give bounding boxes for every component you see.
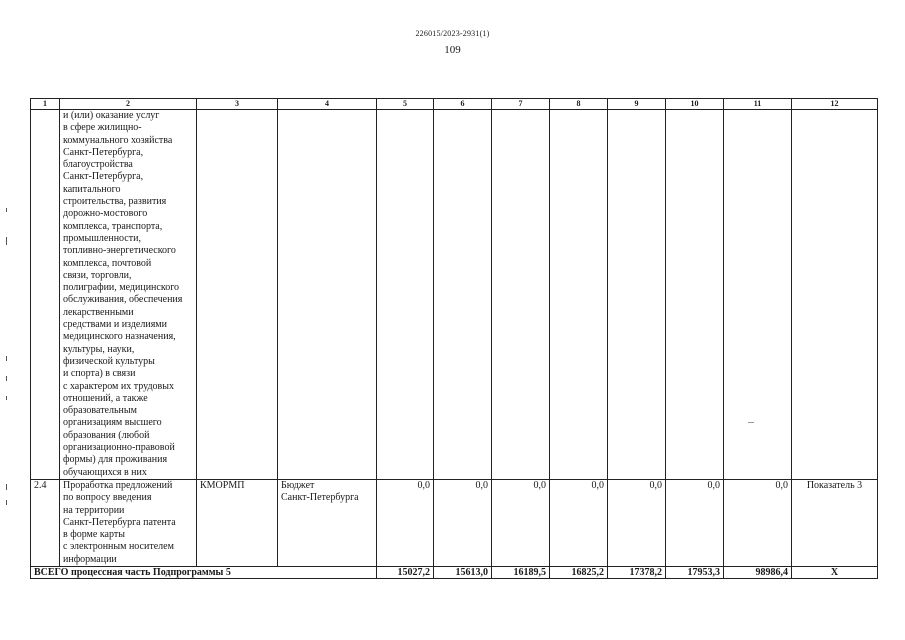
table-row [31, 480, 878, 567]
description-continuation: и (или) оказание услуг в сфере жилищно- коммунального хозяйства Санкт-Петербурга, благоустройства Санкт-Петербурга, капитального строительства, развития дорожно-мостового комплекса, транспорта, промышленности, топливно-энергетического комплекса, почтовой связи, торговли, полиграфии, медицинского обслуживания, обеспечения лекарственными средствами и изделиями медицинского назначения, культуры, науки, физической культуры и спорта) в связи с характером их трудовых отношений, а также образовательным организациям высшего образования (любой организационно-правовой формы) для проживания обучающихся в них [60, 110, 197, 480]
margin-mark [6, 484, 7, 490]
funding-source-cell: Бюджет Санкт-Петербурга [278, 480, 377, 567]
column-header: 1 [31, 99, 60, 110]
margin-mark [6, 237, 7, 245]
value-cell: 0,0 [550, 480, 608, 567]
total-label: ВСЕГО процессная часть Подпрограммы 5 [31, 567, 377, 579]
column-header: 12 [792, 99, 878, 110]
empty-cell [724, 110, 792, 480]
total-value-cell: 17953,3 [666, 567, 724, 579]
total-value-cell: 16825,2 [550, 567, 608, 579]
value-cell: 0,0 [724, 480, 792, 567]
column-number-row [31, 99, 878, 110]
activity-description: Проработка предложений по вопросу введения на территории Санкт-Петербурга патента в форме карты с электронным носителем информации [60, 480, 197, 567]
empty-cell [278, 110, 377, 480]
page-number: 109 [444, 44, 461, 56]
column-header: 11 [724, 99, 792, 110]
margin-mark [6, 376, 7, 381]
program-table [30, 98, 878, 579]
column-header: 4 [278, 99, 377, 110]
value-cell: 0,0 [434, 480, 492, 567]
total-last-cell: X [792, 567, 878, 579]
column-header: 6 [434, 99, 492, 110]
document-registration-number: 226015/2023-2931(1) [415, 29, 490, 38]
margin-mark [6, 356, 7, 361]
empty-cell [377, 110, 434, 480]
indicator-cell: Показатель 3 [792, 480, 878, 567]
executor-cell: КМОРМП [197, 480, 278, 567]
empty-cell [666, 110, 724, 480]
margin-mark [6, 396, 7, 400]
column-header: 5 [377, 99, 434, 110]
total-value-cell: 15613,0 [434, 567, 492, 579]
row-number-cell: 2.4 [31, 480, 60, 567]
total-value-cell: 98986,4 [724, 567, 792, 579]
table-row [31, 110, 878, 480]
value-cell: 0,0 [377, 480, 434, 567]
value-cell: 0,0 [666, 480, 724, 567]
column-header: 8 [550, 99, 608, 110]
column-header: 9 [608, 99, 666, 110]
value-cell: 0,0 [492, 480, 550, 567]
total-value-cell: 15027,2 [377, 567, 434, 579]
empty-cell [197, 110, 278, 480]
empty-cell [492, 110, 550, 480]
column-header: 10 [666, 99, 724, 110]
row-number-cell [31, 110, 60, 480]
column-header: 7 [492, 99, 550, 110]
column-header: 2 [60, 99, 197, 110]
empty-cell [608, 110, 666, 480]
margin-mark [6, 500, 7, 505]
margin-mark [6, 208, 7, 212]
total-value-cell: 16189,5 [492, 567, 550, 579]
total-row [31, 567, 878, 579]
empty-cell [792, 110, 878, 480]
empty-cell [550, 110, 608, 480]
empty-cell [434, 110, 492, 480]
value-cell: 0,0 [608, 480, 666, 567]
column-header: 3 [197, 99, 278, 110]
total-value-cell: 17378,2 [608, 567, 666, 579]
